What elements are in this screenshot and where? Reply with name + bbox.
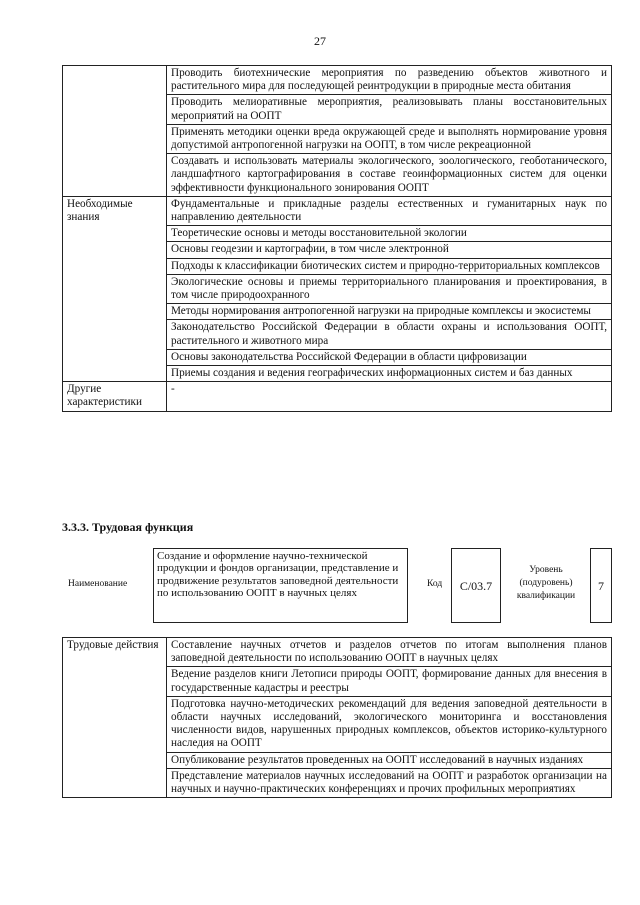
table-cell: Фундаментальные и прикладные разделы естественных и гуманитарных наук по направлению деятельности bbox=[167, 196, 612, 225]
table-cell: Ведение разделов книги Летописи природы ООПТ, формирование данных для внесения в государственные кадастры и реестры bbox=[167, 667, 612, 696]
page-number: 27 bbox=[314, 34, 326, 48]
table-cell: Теоретические основы и методы восстановительной экологии bbox=[167, 226, 612, 242]
table-cell: Основы законодательства Российской Федерации в области цифровизации bbox=[167, 349, 612, 365]
row-label bbox=[63, 66, 167, 197]
table-cell: Проводить мелиоративные мероприятия, реализовывать планы восстановительных мероприятий на ООПТ bbox=[167, 95, 612, 124]
function-name-box: Создание и оформление научно-технической продукции и фондов организации, представление и продвижение результатов заповедной деятельности по использованию ООПТ в научных целях bbox=[153, 548, 408, 623]
name-label: Наименование bbox=[68, 579, 128, 589]
table-cell: Экологические основы и приемы территориального планирования и проектирования, в том числе природоохранного bbox=[167, 274, 612, 303]
labor-actions-table bbox=[62, 637, 612, 798]
skills-knowledge-table bbox=[62, 65, 612, 412]
table-cell: Опубликование результатов проведенных на ООПТ исследований в научных изданиях bbox=[167, 752, 612, 768]
level-label: Уровень (подуровень) квалификации bbox=[516, 565, 576, 601]
row-label-knowledge: Необходимые знания bbox=[63, 196, 167, 381]
table-cell: Применять методики оценки вреда окружающей среде и выполнять нормирование уровня допустимой антропогенной нагрузки на ООПТ, в том числе рекреационной bbox=[167, 124, 612, 153]
table-cell: Методы нормирования антропогенной нагрузки на природные комплексы и экосистемы bbox=[167, 304, 612, 320]
table-row bbox=[63, 196, 612, 225]
code-label: Код bbox=[427, 579, 443, 589]
table-cell: Основы геодезии и картографии, в том числе электронной bbox=[167, 242, 612, 258]
code-value-box: С/03.7 bbox=[451, 548, 501, 623]
table-cell: Составление научных отчетов и разделов отчетов по итогам выполнения планов заповедной деятельности по использованию ООПТ в научных целях bbox=[167, 638, 612, 667]
row-label-actions: Трудовые действия bbox=[63, 638, 167, 798]
table-row bbox=[63, 66, 612, 95]
table-cell: - bbox=[167, 382, 612, 411]
table-cell: Проводить биотехнические мероприятия по разведению объектов животного и растительного мира для последующей реинтродукции в природные места обитания bbox=[167, 66, 612, 95]
level-value-box: 7 bbox=[590, 548, 612, 623]
table-cell: Создавать и использовать материалы экологического, зоологического, геоботанического, ландшафтного картографирования в составе геоинформационных систем для оценки эффективности функционального зонирования ООПТ bbox=[167, 154, 612, 197]
table-cell: Законодательство Российской Федерации в области охраны и использования ООПТ, растительного и животного мира bbox=[167, 320, 612, 349]
table-cell: Подходы к классификации биотических систем и природно-территориальных комплексов bbox=[167, 258, 612, 274]
row-label-other: Другие характеристики bbox=[63, 382, 167, 411]
table-row bbox=[63, 638, 612, 667]
table-row bbox=[63, 382, 612, 411]
table-cell: Приемы создания и ведения географических информационных систем и баз данных bbox=[167, 366, 612, 382]
table-cell: Подготовка научно-методических рекомендаций для ведения заповедной деятельности в области научных исследований, экологического мониторинга и восстановления численности видов, нарушенных природных комплексов, объектов историко-культурного наследия на ООПТ bbox=[167, 696, 612, 752]
table-cell: Представление материалов научных исследований на ООПТ и разработок организации на научных и научно-практических конференциях и прочих профильных мероприятиях bbox=[167, 768, 612, 797]
section-heading: 3.3.3. Трудовая функция bbox=[62, 520, 194, 534]
